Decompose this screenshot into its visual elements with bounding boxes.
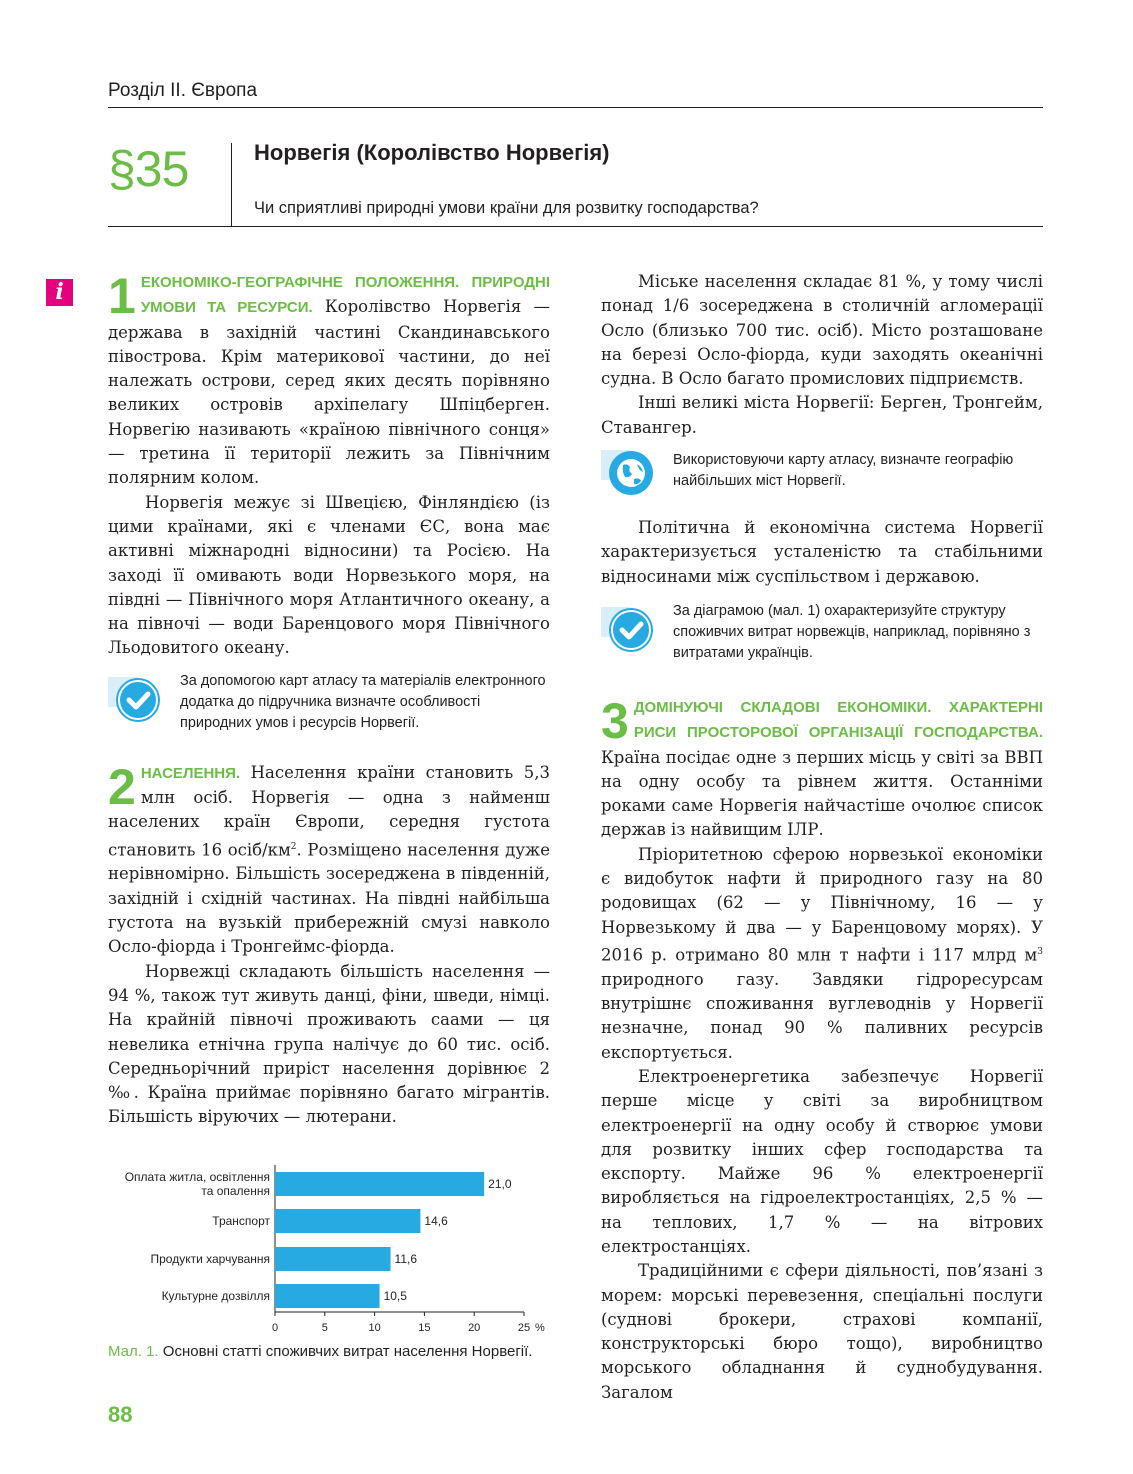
header-divider <box>231 143 232 227</box>
chart-x-tick-label: 5 <box>321 1322 328 1334</box>
page-number: 88 <box>108 1402 133 1427</box>
task-1-text: За допомогою карт атласу та матеріалів електронного додатка до підручника визначте особливості природних умов і ресурсів Норвегії. <box>180 672 546 731</box>
left-paragraph-2: Норвегія межує зі Швецією, Фінляндією (із цими країнами, які є членами ЄС, вона має активні міжнародні відносини) та Росією. На заході її омивають води Норвезького моря, на півдні — Північного моря Атлантичного океану, а на півночі — води Баренцового моря Північного Льодовитого океану. <box>108 492 550 658</box>
figure-caption-text: Основні статті споживчих витрат населення Норвегії. <box>158 1343 533 1360</box>
chart-category-label: Транспорт <box>212 1214 270 1228</box>
right-paragraph-5-superscript: 3 <box>1037 946 1043 957</box>
chart-category-label: Оплата житла, освітлення <box>124 1170 270 1184</box>
globe-icon <box>601 450 655 496</box>
figure-caption <box>108 1341 532 1363</box>
section-3-number: 3 <box>601 692 629 749</box>
chart-bar <box>275 1284 380 1308</box>
chart-data-label: 11,6 <box>394 1252 418 1266</box>
chart-bar <box>275 1172 484 1196</box>
top-rule <box>108 107 1043 108</box>
chart-category-label: Продукти харчування <box>150 1252 270 1266</box>
task-3 <box>601 601 1043 671</box>
section-2-number: 2 <box>108 758 136 815</box>
chart-data-label: 14,6 <box>424 1214 448 1228</box>
section-1-text: Королівство Норвегія — держава в західній частині Скандинавського півострова. Крім материкової частини, до неї належать острови, серед яких десять порівняно великих островів архіпелагу Шпіцберген. Норвегію називають «країною північного сонця» — третина її території лежить за Північним полярним колом. <box>108 297 550 488</box>
right-paragraph-6: Електроенергетика забезпечує Норвегії перше місце у світі за виробництвом електроенергії на одну особу й створює умови для розвитку інших сфер господарства та експорту. Майже 96 % електроенергії виробляється на гідроелектростанціях, 2,5 % — на теплових, 1,7 % — на вітрових електростанціях. <box>601 1066 1043 1256</box>
section-1 <box>108 270 550 491</box>
check-icon <box>601 607 655 653</box>
page-title: Норвегія (Королівство Норвегія) <box>254 140 610 165</box>
right-column <box>601 270 1043 1405</box>
section-2-text-a: Населення країни становить 5,3 млн осіб. Норвегія — одна з найменш населених країн Європи, середня густота становить 16 осіб/км <box>108 762 550 860</box>
right-paragraph-5-a: Пріоритетною сферою норвезької економіки є видобуток нафти й природного газу на 80 родовищах (62 — у Північному, 16 — у Норвезькому й два — у Баренцовому морях). У 2016 р. отримано 80 млн т нафти і 117 млрд м <box>601 844 1043 965</box>
section-label: Розділ ІІ. Європа <box>108 80 258 101</box>
task-3-text: За діаграмою (мал. 1) охарактеризуйте структуру споживчих витрат норвежців, наприклад, порівняно з витратами українців. <box>673 602 1031 661</box>
chart-category-label: та опалення <box>201 1184 270 1198</box>
chart-data-label: 21,0 <box>488 1177 512 1191</box>
page-question: Чи сприятливі природні умови країни для розвитку господарства? <box>254 199 759 217</box>
section-3-text: Країна посідає одне з перших місць у світі за ВВП на одну особу та рівнем життя. Останніми роками саме Норвегія найчастіше очолює список держав із найвищим ІЛР. <box>601 747 1043 840</box>
chart-x-tick-label: 20 <box>468 1322 481 1334</box>
right-paragraph-7: Традиційними є сфери діяльності, пов’язані з морем: морські перевезення, спеціальні послуги (суднові брокери, страхові компанії, конструкторські бюро тощо), виробництво морського обладнання й суднобудування. Загалом <box>601 1261 1043 1402</box>
section-3 <box>601 692 1043 843</box>
section-2 <box>108 758 550 960</box>
right-paragraph-5-b: природного газу. Завдяки гідроресурсам внутрішнє споживання вуглеводнів у Норвегії незначне, понад 90 % паливних ресурсів експортується. <box>601 969 1043 1062</box>
chart-x-tick-label: 25 <box>517 1322 531 1334</box>
task-2 <box>601 450 1043 502</box>
chart-x-tick-label: 0 <box>271 1322 279 1334</box>
check-icon <box>108 677 162 723</box>
chart-bar <box>275 1247 391 1271</box>
section-1-heading: ЕКОНОМІКО-ГЕОГРАФІЧНЕ ПОЛОЖЕННЯ. ПРИРОДНІ УМОВИ ТА РЕСУРСИ. <box>140 274 550 317</box>
chart-x-unit: % <box>535 1322 545 1334</box>
left-paragraph-4: Норвежці складають більшість населення — 94 %, також тут живуть данці, фіни, шведи, німці. На крайній півночі проживають саами — ця невелика етнічна група налічує до 60 тис. осіб. Середньорічний приріст населення дорівнює 2 ‰. Країна приймає порівняно багато мігрантів. Більшість віруючих — лютерани. <box>108 961 550 1127</box>
section-2-text-b: . Розміщено населення дуже нерівномірно. Більшість зосереджена в південній, західній і східній частинах. На півдні найбільша густота на вузькій прибережній смузі навколо Осло-фіорда і Тронгеймс-фіорда. <box>108 840 550 957</box>
chart-bar <box>275 1209 420 1233</box>
chart-x-tick-label: 15 <box>418 1322 431 1334</box>
right-paragraph-1: Міське населення складає 81 %, у тому числі понад 1/6 зосереджена в столичній агломерації Осло (близько 700 тис. осіб). Місто розташоване на березі Осло-фіорда, куди заходять океанічні судна. В Осло багато промислових підприємств. <box>601 272 1043 389</box>
figure-caption-label: Мал. 1. <box>108 1343 159 1360</box>
chart-x-tick-label: 10 <box>368 1322 381 1334</box>
right-paragraph-5 <box>601 843 1043 1065</box>
chart-category-label: Культурне дозвілля <box>161 1289 270 1303</box>
header-rule <box>108 226 1043 227</box>
left-column <box>108 270 550 1130</box>
chart-data-label: 10,5 <box>383 1289 407 1303</box>
info-icon: i <box>46 279 73 306</box>
right-paragraph-3: Політична й економічна система Норвегії характеризується усталеністю та стабільними відносинами між суспільством і державою. <box>601 518 1043 586</box>
section-1-number: 1 <box>108 268 136 324</box>
section-2-heading: НАСЕЛЕННЯ. <box>140 764 241 782</box>
right-paragraph-2: Інші великі міста Норвегії: Берген, Тронгейм, Ставангер. <box>601 393 1043 437</box>
section-2-superscript: 2 <box>290 841 297 852</box>
expenses-chart <box>108 1165 558 1345</box>
section-3-heading: ДОМІНУЮЧІ СКЛАДОВІ ЕКОНОМІКИ. ХАРАКТЕРНІ РИСИ ПРОСТОРОВОЇ ОРГАНІЗАЦІЇ ГОСПОДАРСТВА. <box>633 698 1043 742</box>
task-1 <box>108 671 550 741</box>
task-2-text: Використовуючи карту атласу, визначте географію найбільших міст Норвегії. <box>673 452 1014 490</box>
paragraph-number: §35 <box>108 141 189 197</box>
